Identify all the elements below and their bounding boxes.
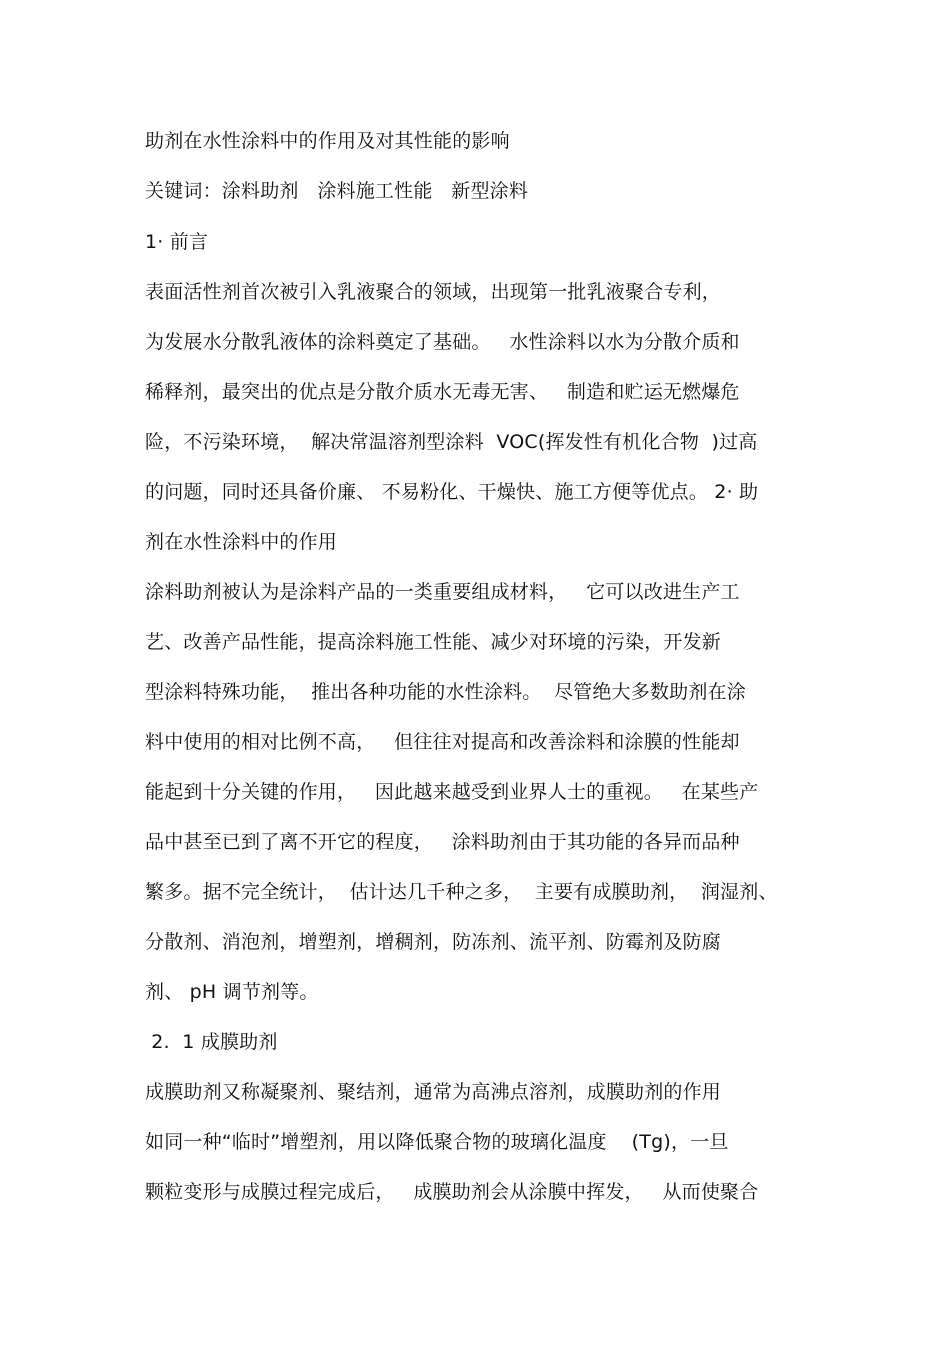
paragraph-line: 颗粒变形与成膜过程完成后， 成膜助剂会从涂膜中挥发， 从而使聚合 xyxy=(145,1181,759,1203)
paragraph-line: 分散剂、消泡剂，增塑剂，增稠剂，防冻剂、流平剂、防霉剂及防腐 xyxy=(145,931,722,953)
paragraph-line: 为发展水分散乳液体的涂料奠定了基础。 水性涂料以水为分散介质和 xyxy=(145,331,740,353)
paragraph-line: 涂料助剂被认为是涂料产品的一类重要组成材料， 它可以改进生产工 xyxy=(145,581,740,603)
paragraph-line: 剂、 pH 调节剂等。 xyxy=(145,981,319,1003)
paragraph-line: 险，不污染环境， 解决常温溶剂型涂料 VOC(挥发性有机化合物 )过高 xyxy=(145,431,758,453)
paragraph-line: 表面活性剂首次被引入乳液聚合的领域，出现第一批乳液聚合专利， xyxy=(145,281,722,303)
paragraph-line: 剂在水性涂料中的作用 xyxy=(145,531,338,553)
paragraph-line: 如同一种“临时”增塑剂，用以降低聚合物的玻璃化温度 (Tg)，一旦 xyxy=(145,1131,729,1153)
paragraph-line: 成膜助剂又称凝聚剂、聚结剂，通常为高沸点溶剂，成膜助剂的作用 xyxy=(145,1081,722,1103)
paragraph-line: 料中使用的相对比例不高， 但往往对提高和改善涂料和涂膜的性能却 xyxy=(145,731,740,753)
paragraph-line: 稀释剂，最突出的优点是分散介质水无毒无害、 制造和贮运无燃爆危 xyxy=(145,381,740,403)
paragraph-line: 型涂料特殊功能， 推出各种功能的水性涂料。 尽管绝大多数助剂在涂 xyxy=(145,681,746,703)
document-title: 助剂在水性涂料中的作用及对其性能的影响 xyxy=(145,130,510,152)
keywords-line: 关键词：涂料助剂 涂料施工性能 新型涂料 xyxy=(145,180,529,202)
paragraph-line: 品中甚至已到了离不开它的程度， 涂料助剂由于其功能的各异而品种 xyxy=(145,831,740,853)
paragraph-line: 的问题，同时还具备价廉、 不易粉化、干燥快、施工方便等优点。 2· 助 xyxy=(145,481,759,503)
section-heading-film-forming: 2. 1 成膜助剂 xyxy=(145,1031,278,1053)
section-heading-preface: 1· 前言 xyxy=(145,231,209,253)
paragraph-line: 艺、改善产品性能，提高涂料施工性能、减少对环境的污染，开发新 xyxy=(145,631,722,653)
paragraph-line: 能起到十分关键的作用， 因此越来越受到业界人士的重视。 在某些产 xyxy=(145,781,759,803)
paragraph-line: 繁多。据不完全统计， 估计达几千种之多， 主要有成膜助剂， 润湿剂、 xyxy=(145,881,778,903)
